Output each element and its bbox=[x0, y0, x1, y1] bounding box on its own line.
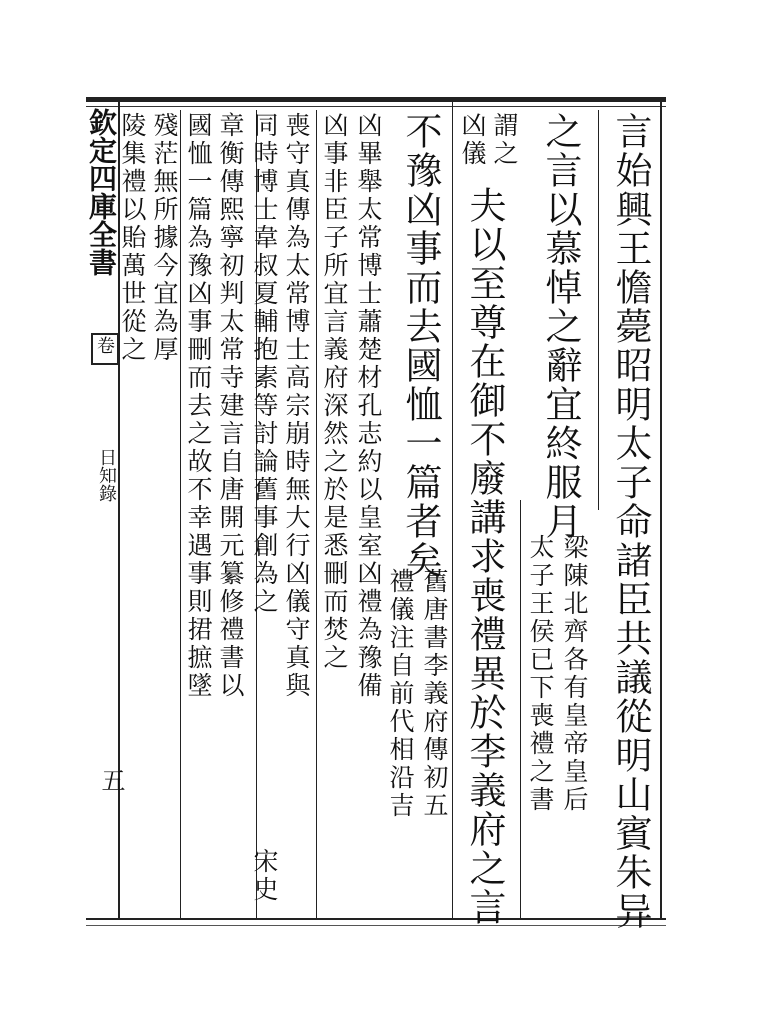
column-rule bbox=[520, 500, 521, 918]
column-rule bbox=[180, 110, 181, 918]
column-rule bbox=[316, 110, 317, 918]
text-column-2: 之言以慕悼之辭宜終服月 bbox=[539, 112, 582, 541]
volume-mark: 卷 bbox=[94, 336, 115, 354]
bottom-border-thin bbox=[86, 925, 666, 926]
bottom-border bbox=[86, 918, 666, 920]
annotation-line: 同時博士韋叔夏輔抱素等討論舊事創為之 bbox=[250, 112, 279, 616]
top-border bbox=[86, 97, 666, 102]
text-column-3: 夫以至尊在御不廢講求喪禮異於李義府之言 bbox=[463, 186, 506, 927]
annotation-line: 陵集禮以貽萬世從之 bbox=[118, 112, 147, 364]
annotation-line: 謂之 bbox=[490, 112, 519, 168]
annotation-line: 太子王侯已下喪禮之書 bbox=[526, 534, 555, 814]
annotation-line: 章衡傳熙寧初判太常寺建言自唐開元纂修禮書以 bbox=[216, 112, 245, 700]
page-number: 五 bbox=[97, 768, 125, 792]
annotation-line: 宋史 bbox=[250, 848, 279, 904]
top-border-thin bbox=[86, 106, 666, 107]
column-rule bbox=[660, 102, 662, 920]
annotation-line: 凶儀 bbox=[458, 112, 487, 168]
annotation-line: 喪守真傳為太常博士高宗崩時無大行凶儀守真與 bbox=[282, 112, 311, 700]
annotation-line: 禮儀注自前代相沿吉 bbox=[386, 568, 415, 820]
annotation-line: 舊唐書李義府傳初五 bbox=[420, 568, 449, 820]
text-column-1: 言始興王憺薨昭明太子命諸臣共議從明山賓朱异 bbox=[609, 112, 652, 931]
annotation-line: 凶畢舉太常博士蕭楚材孔志約以皇室凶禮為豫備 bbox=[354, 112, 383, 700]
column-rule bbox=[452, 102, 453, 920]
annotation-line: 梁陳北齊各有皇帝皇后 bbox=[560, 534, 589, 814]
column-rule bbox=[598, 110, 599, 510]
book-title: 欽定四庫全書 bbox=[85, 108, 118, 276]
text-column-4: 不豫凶事而去國恤一篇者矣 bbox=[399, 112, 442, 580]
annotation-line: 凶事非臣子所宜言義府深然之於是悉刪而焚之 bbox=[320, 112, 349, 672]
annotation-line: 國恤一篇為豫凶事刪而去之故不幸遇事則捃摭墜 bbox=[184, 112, 213, 700]
work-title: 日知錄 bbox=[96, 448, 117, 502]
annotation-line: 殘茫無所據今宜為厚 bbox=[150, 112, 179, 364]
